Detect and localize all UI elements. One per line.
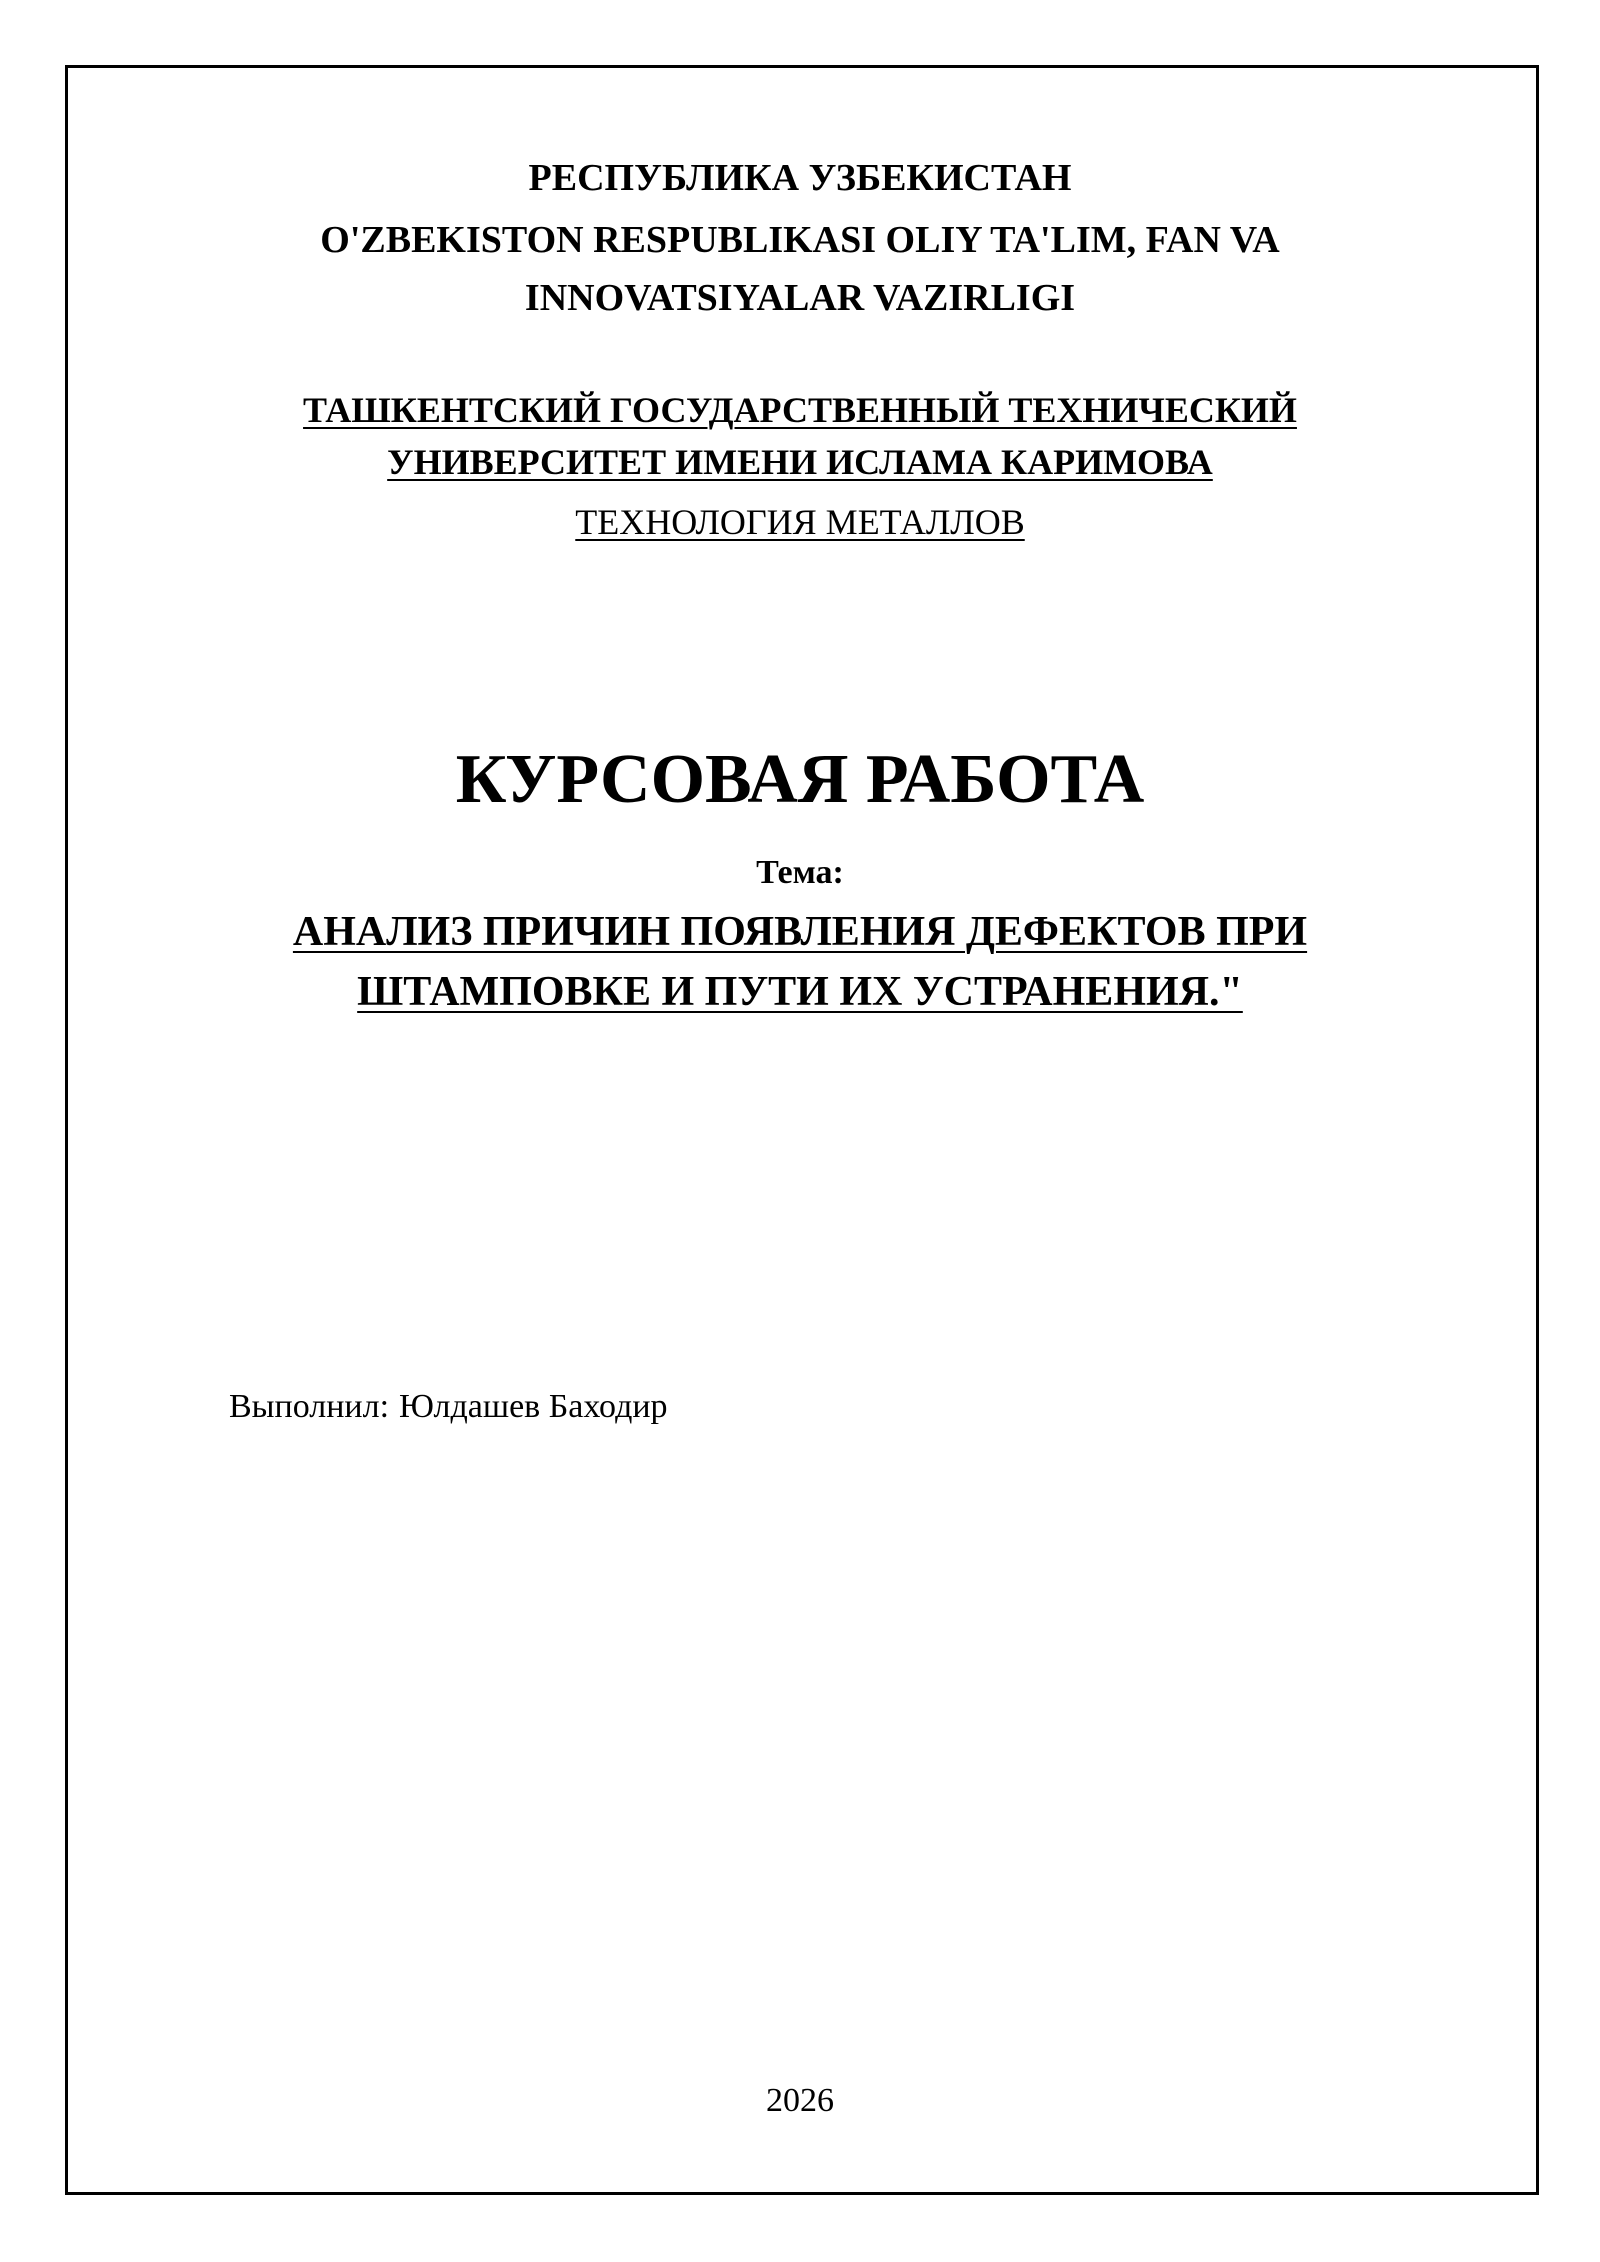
ministry-heading-line2: INNOVATSIYALAR VAZIRLIGI bbox=[524, 277, 1076, 319]
country-heading: РЕСПУБЛИКА УЗБЕКИСТАН bbox=[528, 157, 1072, 199]
department-name: ТЕХНОЛОГИЯ МЕТАЛЛОВ bbox=[575, 502, 1025, 542]
document-title: КУРСОВАЯ РАБОТА bbox=[455, 741, 1145, 818]
author-block bbox=[229, 1386, 668, 1428]
year: 2026 bbox=[766, 2082, 834, 2119]
ministry-heading-line1: O'ZBEKISTON RESPUBLIKASI OLIY TA'LIM, FAN VA bbox=[320, 219, 1280, 261]
topic-title-line1: АНАЛИЗ ПРИЧИН ПОЯВЛЕНИЯ ДЕФЕКТОВ ПРИ bbox=[292, 909, 1308, 955]
topic-title-line2: ШТАМПОВКЕ И ПУТИ ИХ УСТРАНЕНИЯ." bbox=[357, 969, 1243, 1015]
author-label: Выполнил: bbox=[229, 1388, 390, 1425]
university-name-line2: УНИВЕРСИТЕТ ИМЕНИ ИСЛАМА КАРИМОВА bbox=[387, 442, 1213, 482]
author-name: Юлдашев Баходир bbox=[399, 1388, 668, 1425]
page-border-frame bbox=[65, 65, 1539, 2195]
university-name-line1: ТАШКЕНТСКИЙ ГОСУДАРСТВЕННЫЙ ТЕХНИЧЕСКИЙ bbox=[303, 390, 1297, 430]
topic-label: Тема: bbox=[756, 854, 844, 891]
